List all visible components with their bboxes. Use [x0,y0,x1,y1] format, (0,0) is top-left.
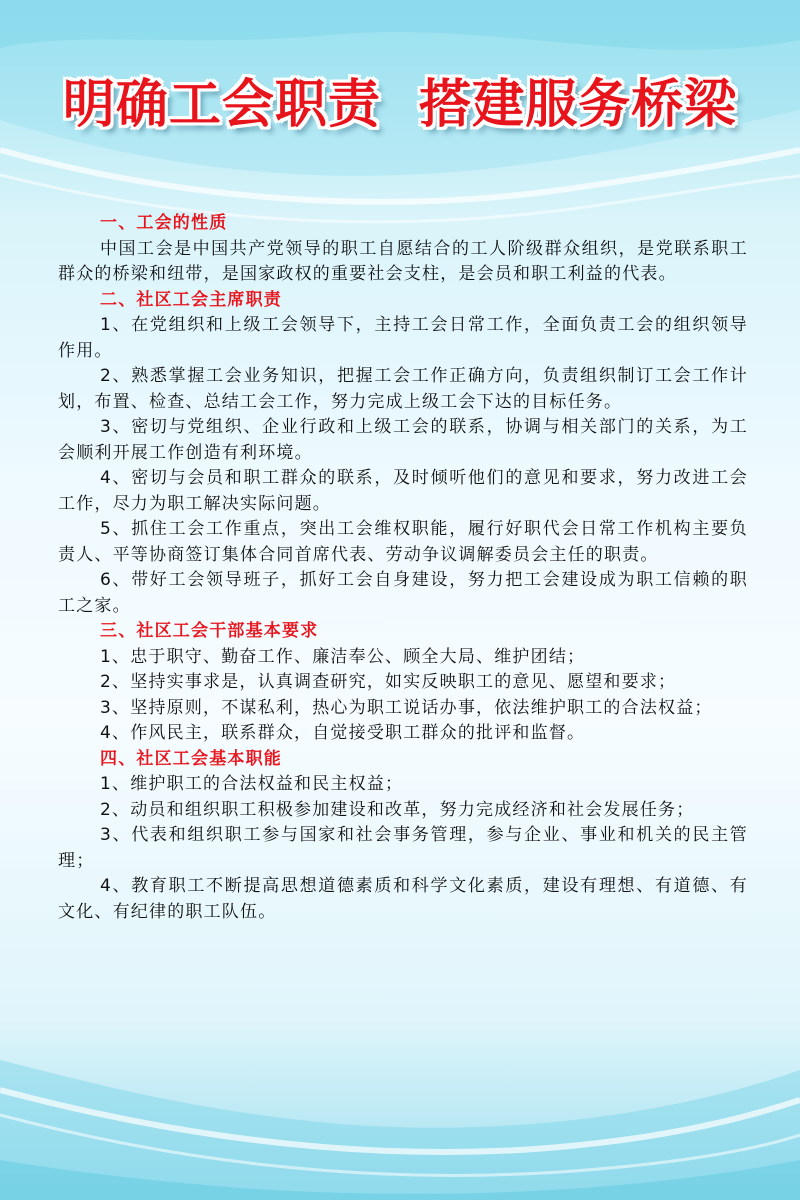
poster-title: 明确工会职责 搭建服务桥梁 [62,75,738,135]
section-heading: 一、工会的性质 [100,213,228,233]
section-chairman-duties [58,288,748,620]
paragraph: 3、密切与党组织、企业行政和上级工会的联系，协调与相关部门的关系，为工会顺利开展工作创造有利环境。 [58,417,748,463]
paragraph: 2、熟悉掌握工会业务知识，把握工会工作正确方向，负责组织制订工会工作计划，布置、检查、总结工会工作，努力完成上级工会下达的目标任务。 [58,366,748,412]
section-cadre-requirements [58,619,748,747]
paragraph: 2、动员和组织职工积极参加建设和改革，努力完成经济和社会发展任务； [100,799,695,820]
paragraph: 1、维护职工的合法权益和民主权益； [100,774,404,794]
paragraph: 6、带好工会领导班子，抓好工会自身建设，努力把工会建设成为职工信赖的职工之家。 [58,570,748,616]
paragraph: 3、坚持原则，不谋私利，热心为职工说话办事，依法维护职工的合法权益； [100,697,713,718]
paragraph: 5、抓住工会工作重点，突出工会维权职能，履行好职代会日常工作机构主要负责人、平等协商签订集体合同首席代表、劳动争议调解委员会主任的职责。 [58,519,748,565]
section-nature [58,211,748,288]
paragraph: 4、教育职工不断提高思想道德素质和科学文化素质，建设有理想、有道德、有文化、有纪律的职工队伍。 [58,876,748,922]
paragraph: 3、代表和组织职工参与国家和社会事务管理，参与企业、事业和机关的民主管理； [58,825,748,871]
paragraph: 1、忠于职守、勤奋工作、廉洁奉公、顾全大局、维护团结； [100,646,586,667]
section-heading: 三、社区工会干部基本要求 [100,621,319,641]
section-heading: 四、社区工会基本职能 [100,748,282,769]
paragraph: 4、密切与会员和职工群众的联系，及时倾听他们的意见和要求，努力改进工会工作，尽力为职工解决实际问题。 [58,468,748,514]
content-body [58,211,748,925]
section-heading: 二、社区工会主席职责 [100,289,282,310]
paragraph: 1、在党组织和上级工会领导下，主持工会日常工作，全面负责工会的组织领导作用。 [58,315,748,361]
paragraph: 4、作风民主，联系群众，自觉接受职工群众的批评和监督。 [100,723,586,743]
paragraph: 中国工会是中国共产党领导的职工自愿结合的工人阶级群众组织，是党联系职工群众的桥梁和纽带，是国家政权的重要社会支柱，是会员和职工利益的代表。 [58,238,748,284]
paragraph: 2、坚持实事求是，认真调查研究，如实反映职工的意见、愿望和要求； [100,672,677,692]
section-basic-functions [58,747,748,926]
